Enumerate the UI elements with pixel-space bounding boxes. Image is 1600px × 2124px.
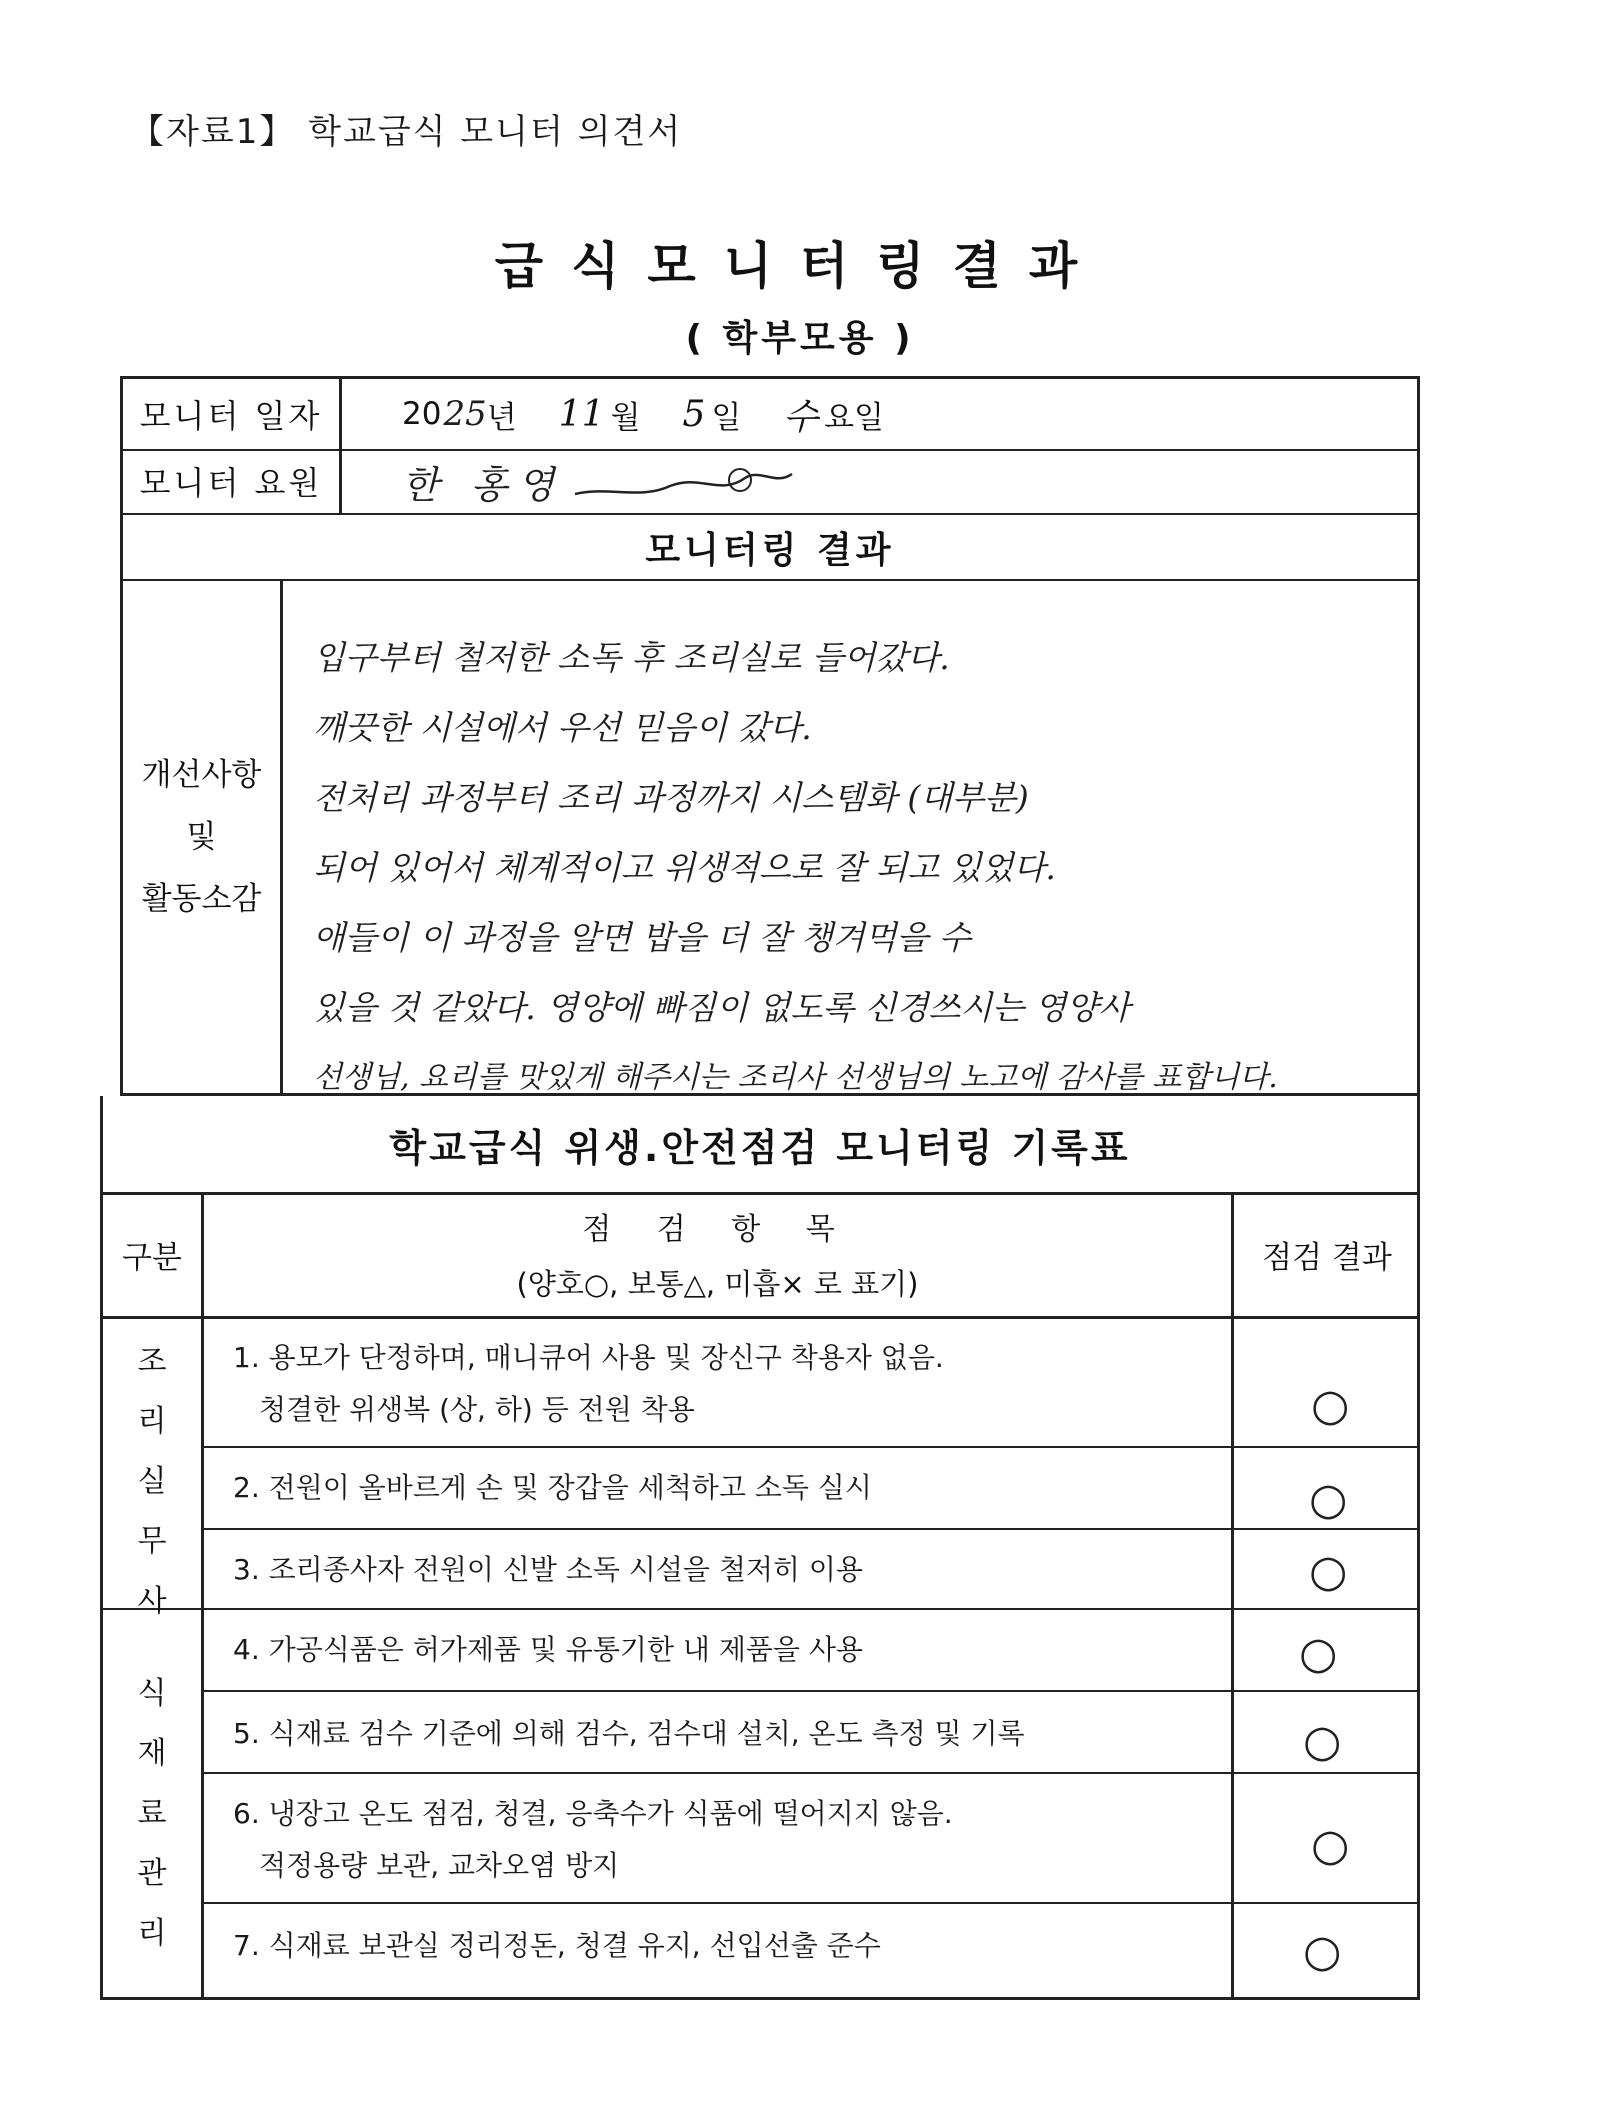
notes-line: 있을 것 같았다. 영양에 빠짐이 없도록 신경쓰시는 영양사 [313, 988, 1131, 1027]
date-year-unit: 년 [486, 399, 517, 436]
date-label: 모니터 일자 [123, 379, 342, 449]
notes-line: 애들이 이 과정을 알면 밥을 더 잘 챙겨먹을 수 [313, 918, 971, 957]
member-signature: 한 홍영 [402, 462, 565, 507]
item-text-line: 1. 용모가 단정하며, 매니큐어 사용 및 장신구 착용자 없음. [233, 1341, 944, 1374]
date-day-handwritten: 5 [682, 393, 706, 435]
category-char: 식 [137, 1676, 167, 1711]
category-char: 리 [137, 1916, 167, 1951]
notes-label-line: 활동소감 [141, 881, 262, 917]
member-row [123, 449, 1417, 515]
items-header-legend: (양호○, 보통△, 미흡× 로 표기) [516, 1266, 919, 1301]
items-header-title: 점 검 항 목 [582, 1212, 853, 1247]
date-day-unit: 일 [711, 399, 742, 436]
page-label: 【자료1】 학교급식 모니터 의견서 [130, 112, 683, 152]
checklist-table [100, 1096, 1420, 2000]
result-mark: ○ [1309, 1546, 1348, 1597]
category-ingredients [103, 1664, 201, 1964]
notes-label [123, 581, 283, 1093]
notes-row [123, 581, 1417, 1093]
item-6 [233, 1788, 953, 1892]
notes-line: 전처리 과정부터 조리 과정까지 시스템화 (대부분) [313, 778, 1029, 817]
signature-scribble-icon [570, 456, 800, 506]
result-mark: ○ [1303, 1716, 1342, 1767]
date-row [123, 379, 1417, 451]
date-value [342, 379, 1417, 449]
date-year-prefix: 20 [402, 396, 442, 432]
page-subtitle: ( 학부모용 ) [685, 318, 915, 359]
item-2: 2. 전원이 올바르게 손 및 장갑을 세척하고 소독 실시 [233, 1471, 872, 1504]
category-char: 관 [137, 1856, 167, 1891]
result-mark: ○ [1311, 1820, 1350, 1871]
category-char: 료 [137, 1796, 167, 1831]
result-header: 점검 결과 [1262, 1239, 1392, 1276]
result-mark: ○ [1311, 1380, 1350, 1431]
result-mark: ○ [1303, 1926, 1342, 1977]
category-char: 무 [137, 1524, 167, 1559]
checklist-title: 학교급식 위생.안전점검 모니터링 기록표 [103, 1096, 1417, 1195]
category-header: 구분 [122, 1239, 182, 1276]
member-value [342, 449, 1417, 513]
item-text-line: 6. 냉장고 온도 점검, 청결, 응축수가 식품에 떨어지지 않음. [233, 1797, 953, 1830]
category-char: 리 [137, 1404, 167, 1439]
date-weekday-unit: 요일 [824, 399, 884, 436]
date-month-handwritten: 11 [558, 393, 605, 435]
notes-label-line: 및 [186, 819, 217, 855]
item-1 [233, 1332, 944, 1436]
category-char: 조 [137, 1344, 167, 1379]
date-month-unit: 월 [610, 399, 641, 436]
page-title: 급식모니터링결과 [494, 237, 1106, 295]
item-7: 7. 식재료 보관실 정리정돈, 청결 유지, 선입선출 준수 [233, 1929, 881, 1962]
notes-line: 되어 있어서 체계적이고 위생적으로 잘 되고 있었다. [313, 848, 1056, 887]
notes-line: 깨끗한 시설에서 우선 믿음이 갔다. [313, 708, 812, 747]
item-4: 4. 가공식품은 허가제품 및 유통기한 내 제품을 사용 [233, 1633, 863, 1666]
item-3: 3. 조리종사자 전원이 신발 소독 시설을 철저히 이용 [233, 1553, 863, 1586]
item-5: 5. 식재료 검수 기준에 의해 검수, 검수대 설치, 온도 측정 및 기록 [233, 1717, 1025, 1750]
result-mark: ○ [1309, 1474, 1348, 1525]
category-char: 실 [137, 1464, 167, 1499]
item-text-line: 적정용량 보관, 교차오염 방지 [259, 1849, 620, 1882]
category-cooking-staff [103, 1332, 201, 1632]
notes-line: 입구부터 철저한 소독 후 조리실로 들어갔다. [313, 638, 950, 677]
notes-line: 선생님, 요리를 맛있게 해주시는 조리사 선생님의 노고에 감사를 표합니다. [313, 1060, 1278, 1095]
category-char: 사 [137, 1584, 167, 1619]
date-weekday-handwritten: 수 [783, 396, 819, 438]
notes-handwritten [313, 623, 1397, 1113]
member-label: 모니터 요원 [123, 449, 342, 513]
monitoring-form [120, 376, 1420, 1096]
notes-label-line: 개선사항 [141, 757, 262, 793]
item-text-line: 청결한 위생복 (상, 하) 등 전원 착용 [259, 1393, 695, 1426]
result-title: 모니터링 결과 [123, 515, 1417, 581]
result-mark: ○ [1299, 1628, 1338, 1679]
category-char: 재 [137, 1736, 167, 1771]
date-year-handwritten: 25 [443, 394, 487, 434]
